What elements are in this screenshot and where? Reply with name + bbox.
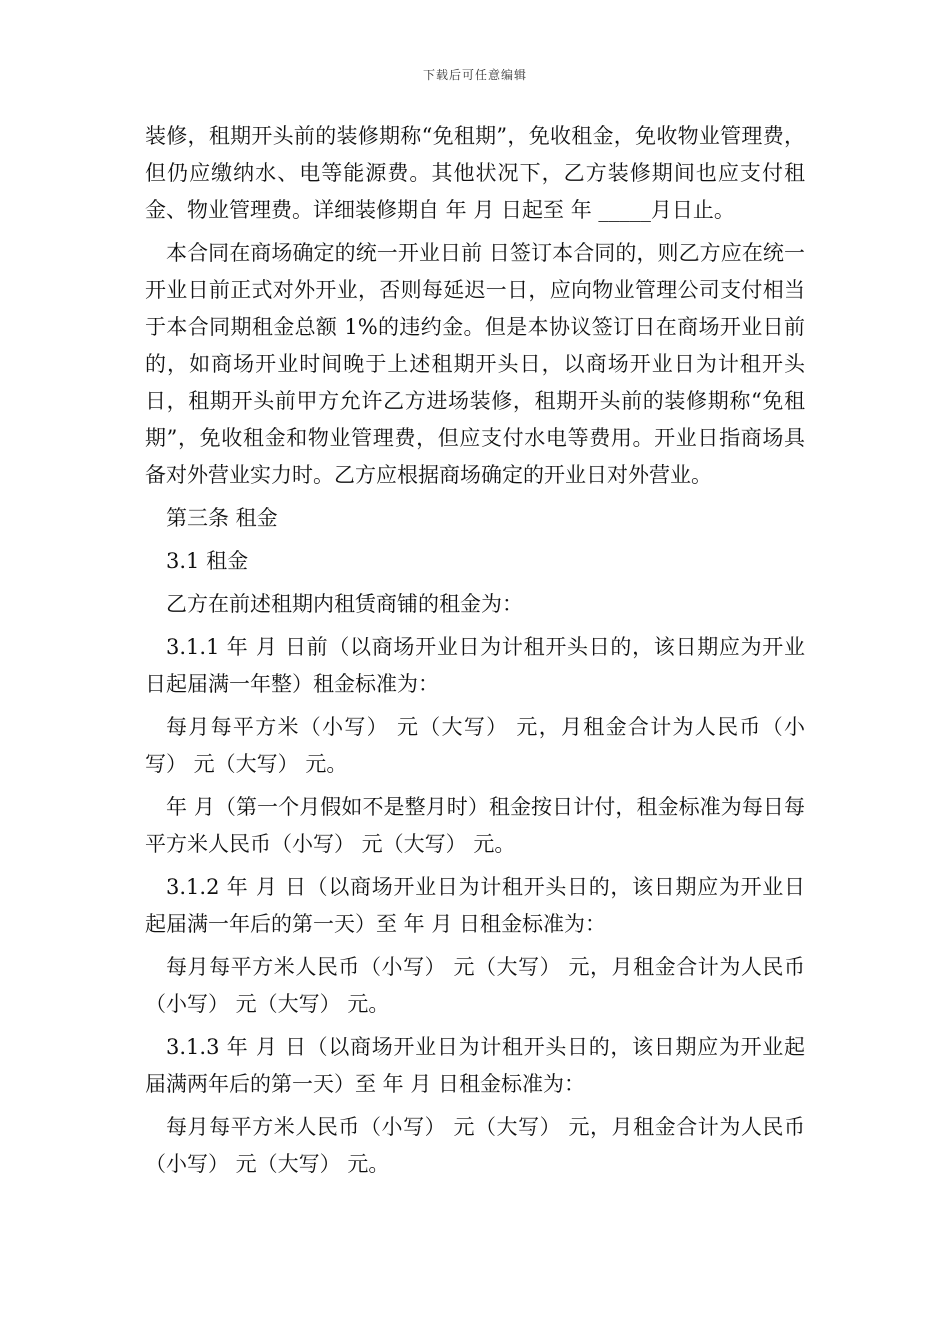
paragraph-monthly-rate-1: 每月每平方米（小写） 元（大写） 元，月租金合计为人民币（小写） 元（大写） 元。 [145, 715, 805, 776]
clause-3-1-1: 3.1.1 年 月 日前（以商场开业日为计租开头日的，该日期应为开业日起届满一年整）租金标准为： [145, 635, 805, 696]
paragraph-renovation-period: 装修，租期开头前的装修期称“免租期”，免收租金，免收物业管理费，但仍应缴纳水、电等能源费。其他状况下，乙方装修期间也应支付租金、物业管理费。详细装修期自 年 月 日起至 年 _____月日止。 [145, 124, 805, 222]
paragraph-monthly-rate-3: 每月每平方米人民币（小写） 元（大写） 元，月租金合计为人民币（小写） 元（大写） 元。 [145, 1115, 805, 1176]
subsection-heading-3-1: 3.1 租金 [166, 549, 249, 573]
paragraph-rent-intro: 乙方在前述租期内租赁商铺的租金为： [166, 592, 523, 616]
paragraph-monthly-rate-2: 每月每平方米人民币（小写） 元（大写） 元，月租金合计为人民币（小写） 元（大写） 元。 [145, 955, 805, 1016]
clause-3-1-2: 3.1.2 年 月 日（以商场开业日为计租开头日的，该日期应为开业日起届满一年后的第一天）至 年 月 日租金标准为： [145, 875, 805, 936]
document-body [145, 118, 805, 1189]
clause-3-1-3: 3.1.3 年 月 日（以商场开业日为计租开头日的，该日期应为开业起届满两年后的第一天）至 年 月 日租金标准为： [145, 1035, 805, 1096]
section-heading-rent: 第三条 租金 [166, 506, 278, 530]
paragraph-daily-rate: 年 月（第一个月假如不是整月时）租金按日计付，租金标准为每日每平方米人民币（小写） 元（大写） 元。 [145, 795, 805, 856]
paragraph-opening-day: 本合同在商场确定的统一开业日前 日签订本合同的，则乙方应在统一开业日前正式对外开业，否则每延迟一日，应向物业管理公司支付相当于本合同期租金总额 1%的违约金。但是本协议签订日在商场开业日前的，如商场开业时间晚于上述租期开头日，以商场开业日为计租开头日，租期开头前甲方允许乙方进场装修，租期开头前的装修期称“免租期”，免收租金和物业管理费，但应支付水电等费用。开业日指商场具备对外营业实力时。乙方应根据商场确定的开业日对外营业。 [145, 241, 805, 487]
page-header: 下载后可任意编辑 [422, 68, 527, 82]
